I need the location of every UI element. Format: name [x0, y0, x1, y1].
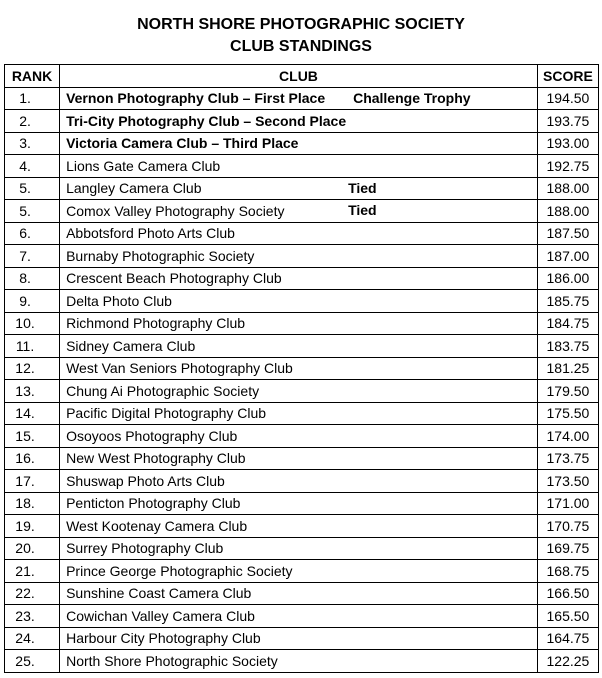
- score-cell: 187.50: [537, 222, 598, 245]
- club-cell: [60, 245, 538, 268]
- table-row: [5, 110, 599, 133]
- score-cell: 193.00: [537, 132, 598, 155]
- club-name: Abbotsford Photo Arts Club: [66, 225, 235, 242]
- club-cell: [60, 425, 538, 448]
- table-row: [5, 155, 599, 178]
- standings-body: [5, 87, 599, 672]
- table-row: [5, 402, 599, 425]
- club-name: Pacific Digital Photography Club: [66, 405, 267, 422]
- table-row: [5, 132, 599, 155]
- club-name: Lions Gate Camera Club: [66, 157, 221, 174]
- score-cell: 181.25: [537, 357, 598, 380]
- club-cell: [60, 200, 538, 223]
- rank-cell: 14.: [5, 402, 60, 425]
- score-cell: 171.00: [537, 492, 598, 515]
- score-cell: 192.75: [537, 155, 598, 178]
- score-cell: 168.75: [537, 560, 598, 583]
- club-name: Burnaby Photographic Society: [66, 247, 255, 264]
- club-name: Chung Ai Photographic Society: [66, 382, 260, 399]
- table-row: [5, 312, 599, 335]
- rank-cell: 10.: [5, 312, 60, 335]
- club-cell: [60, 155, 538, 178]
- club-name: Osoyoos Photography Club: [66, 427, 238, 444]
- trophy-label: Challenge Trophy: [353, 89, 471, 106]
- rank-cell: 8.: [5, 267, 60, 290]
- table-header-row: [5, 65, 599, 88]
- club-cell: [60, 132, 538, 155]
- score-cell: 173.75: [537, 447, 598, 470]
- table-row: [5, 627, 599, 650]
- table-row: [5, 582, 599, 605]
- club-cell: [60, 110, 538, 133]
- rank-cell: 17.: [5, 470, 60, 493]
- club-name: Prince George Photographic Society: [66, 562, 293, 579]
- rank-cell: 16.: [5, 447, 60, 470]
- club-name: Victoria Camera Club – Third Place: [66, 135, 299, 152]
- club-cell: [60, 470, 538, 493]
- table-row: [5, 200, 599, 223]
- club-name: Vernon Photography Club – First Place: [66, 90, 326, 107]
- score-cell: 175.50: [537, 402, 598, 425]
- table-row: [5, 357, 599, 380]
- rank-cell: 24.: [5, 627, 60, 650]
- table-row: [5, 447, 599, 470]
- rank-cell: 3.: [5, 132, 60, 155]
- table-row: [5, 537, 599, 560]
- club-cell: [60, 402, 538, 425]
- club-cell: [60, 357, 538, 380]
- score-cell: 188.00: [537, 177, 598, 200]
- club-cell: [60, 627, 538, 650]
- table-row: [5, 267, 599, 290]
- club-cell: [60, 515, 538, 538]
- rank-cell: 13.: [5, 380, 60, 403]
- score-cell: 170.75: [537, 515, 598, 538]
- score-cell: 188.00: [537, 200, 598, 223]
- club-name: Harbour City Photography Club: [66, 630, 261, 647]
- club-cell: [60, 267, 538, 290]
- table-row: [5, 245, 599, 268]
- table-row: [5, 177, 599, 200]
- club-name: New West Photography Club: [66, 450, 246, 467]
- score-cell: 183.75: [537, 335, 598, 358]
- table-row: [5, 515, 599, 538]
- score-cell: 187.00: [537, 245, 598, 268]
- score-cell: 166.50: [537, 582, 598, 605]
- rank-cell: 11.: [5, 335, 60, 358]
- score-cell: 184.75: [537, 312, 598, 335]
- club-cell: [60, 537, 538, 560]
- score-cell: 164.75: [537, 627, 598, 650]
- score-cell: 165.50: [537, 605, 598, 628]
- club-cell: [60, 222, 538, 245]
- club-name: West Van Seniors Photography Club: [66, 360, 293, 377]
- rank-cell: 22.: [5, 582, 60, 605]
- club-name: Cowichan Valley Camera Club: [66, 607, 255, 624]
- rank-cell: 20.: [5, 537, 60, 560]
- club-cell: [60, 605, 538, 628]
- rank-cell: 4.: [5, 155, 60, 178]
- rank-cell: 5.: [5, 200, 60, 223]
- table-row: [5, 290, 599, 313]
- club-cell: [60, 312, 538, 335]
- rank-cell: 19.: [5, 515, 60, 538]
- document-subtitle: CLUB STANDINGS: [230, 38, 372, 55]
- club-cell: [60, 335, 538, 358]
- club-cell: [60, 380, 538, 403]
- table-row: [5, 380, 599, 403]
- club-name: Sidney Camera Club: [66, 337, 196, 354]
- rank-column-header: RANK: [5, 65, 60, 88]
- club-name: Crescent Beach Photography Club: [66, 270, 282, 287]
- club-name: West Kootenay Camera Club: [66, 517, 248, 534]
- score-column-header: SCORE: [537, 65, 598, 88]
- club-cell: [60, 447, 538, 470]
- tied-label: Tied: [348, 179, 377, 196]
- club-cell: [60, 582, 538, 605]
- table-row: [5, 560, 599, 583]
- rank-cell: 7.: [5, 245, 60, 268]
- table-row: [5, 470, 599, 493]
- club-name: Delta Photo Club: [66, 292, 172, 309]
- table-row: [5, 87, 599, 110]
- club-cell: [60, 650, 538, 673]
- score-cell: 193.75: [537, 110, 598, 133]
- club-name: Comox Valley Photography Society: [66, 202, 285, 219]
- club-cell: [60, 177, 538, 200]
- rank-cell: 23.: [5, 605, 60, 628]
- rank-cell: 18.: [5, 492, 60, 515]
- club-name: Surrey Photography Club: [66, 540, 224, 557]
- score-cell: 169.75: [537, 537, 598, 560]
- score-cell: 194.50: [537, 87, 598, 110]
- club-cell: [60, 560, 538, 583]
- score-cell: 174.00: [537, 425, 598, 448]
- club-cell: [60, 87, 538, 110]
- table-row: [5, 425, 599, 448]
- score-cell: 186.00: [537, 267, 598, 290]
- rank-cell: 25.: [5, 650, 60, 673]
- score-cell: 173.50: [537, 470, 598, 493]
- table-row: [5, 492, 599, 515]
- table-row: [5, 650, 599, 673]
- rank-cell: 12.: [5, 357, 60, 380]
- score-cell: 122.25: [537, 650, 598, 673]
- rank-cell: 21.: [5, 560, 60, 583]
- table-row: [5, 605, 599, 628]
- rank-cell: 5.: [5, 177, 60, 200]
- club-cell: [60, 492, 538, 515]
- club-name: Shuswap Photo Arts Club: [66, 472, 225, 489]
- club-name: Sunshine Coast Camera Club: [66, 585, 252, 602]
- tied-label: Tied: [348, 202, 377, 218]
- club-column-header: CLUB: [60, 65, 538, 88]
- club-name: Langley Camera Club: [66, 180, 202, 197]
- rank-cell: 15.: [5, 425, 60, 448]
- rank-cell: 1.: [5, 87, 60, 110]
- document-title: NORTH SHORE PHOTOGRAPHIC SOCIETY: [137, 16, 465, 33]
- rank-cell: 2.: [5, 110, 60, 133]
- score-cell: 185.75: [537, 290, 598, 313]
- club-name: Richmond Photography Club: [66, 315, 246, 332]
- club-cell: [60, 290, 538, 313]
- table-row: [5, 335, 599, 358]
- club-name: Tri-City Photography Club – Second Place: [66, 112, 347, 129]
- rank-cell: 9.: [5, 290, 60, 313]
- club-name: North Shore Photographic Society: [66, 652, 278, 669]
- score-cell: 179.50: [537, 380, 598, 403]
- club-name: Penticton Photography Club: [66, 495, 241, 512]
- table-row: [5, 222, 599, 245]
- rank-cell: 6.: [5, 222, 60, 245]
- standings-table: [4, 64, 599, 673]
